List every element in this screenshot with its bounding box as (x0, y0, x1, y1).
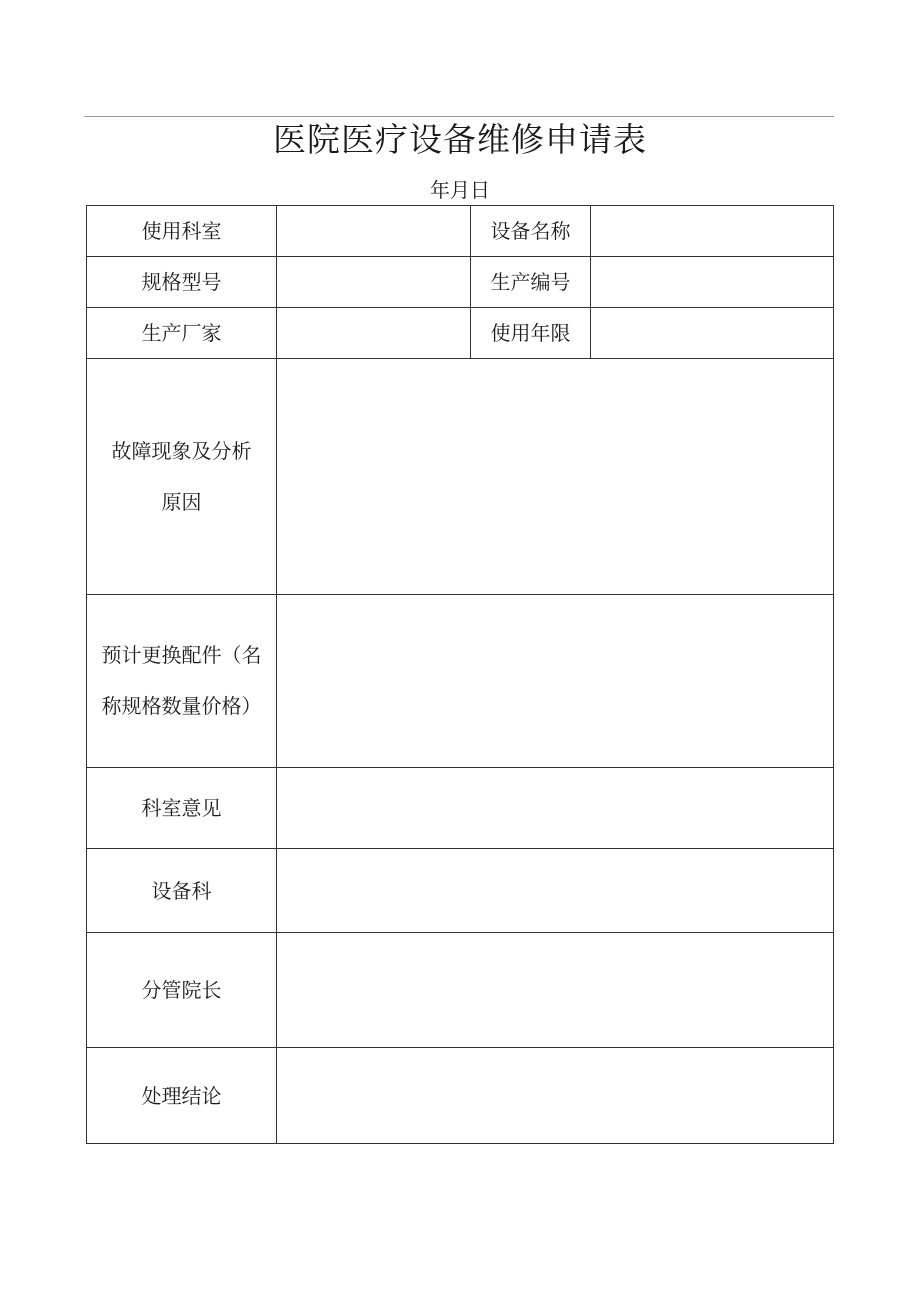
field-model-spec[interactable] (277, 257, 471, 308)
field-service-years[interactable] (591, 308, 834, 359)
table-row (87, 849, 834, 933)
label-department-in-use: 使用科室 (87, 206, 277, 257)
label-department-opinion: 科室意见 (87, 768, 277, 849)
label-fault-analysis (87, 359, 277, 595)
label-service-years: 使用年限 (471, 308, 591, 359)
label-replacement-parts-line2: 称规格数量价格） (101, 694, 262, 718)
label-fault-analysis-line1: 故障现象及分析 (111, 438, 252, 463)
label-conclusion: 处理结论 (87, 1048, 277, 1144)
label-serial-number: 生产编号 (471, 257, 591, 308)
table-row (87, 595, 834, 768)
label-replacement-parts (87, 595, 277, 768)
label-fault-analysis-line2: 原因 (161, 489, 202, 514)
table-row (87, 1048, 834, 1144)
date-line: 年月日 (430, 178, 490, 202)
table-row (87, 359, 834, 595)
label-model-spec: 规格型号 (87, 257, 277, 308)
field-fault-analysis[interactable] (277, 359, 834, 595)
label-replacement-parts-line1: 预计更换配件（名 (101, 643, 262, 667)
field-equipment-name[interactable] (591, 206, 834, 257)
table-row (87, 257, 834, 308)
field-department-in-use[interactable] (277, 206, 471, 257)
label-equipment-name: 设备名称 (471, 206, 591, 257)
field-vice-president[interactable] (277, 933, 834, 1048)
label-manufacturer: 生产厂家 (87, 308, 277, 359)
form-title: 医院医疗设备维修申请表 (273, 120, 647, 159)
label-vice-president: 分管院长 (87, 933, 277, 1048)
table-row (87, 768, 834, 849)
field-replacement-parts[interactable] (277, 595, 834, 768)
field-equipment-dept[interactable] (277, 849, 834, 933)
field-manufacturer[interactable] (277, 308, 471, 359)
table-row (87, 933, 834, 1048)
field-conclusion[interactable] (277, 1048, 834, 1144)
label-equipment-dept: 设备科 (87, 849, 277, 933)
table-row (87, 206, 834, 257)
table-row (87, 308, 834, 359)
field-serial-number[interactable] (591, 257, 834, 308)
field-department-opinion[interactable] (277, 768, 834, 849)
repair-request-table (86, 205, 834, 1144)
